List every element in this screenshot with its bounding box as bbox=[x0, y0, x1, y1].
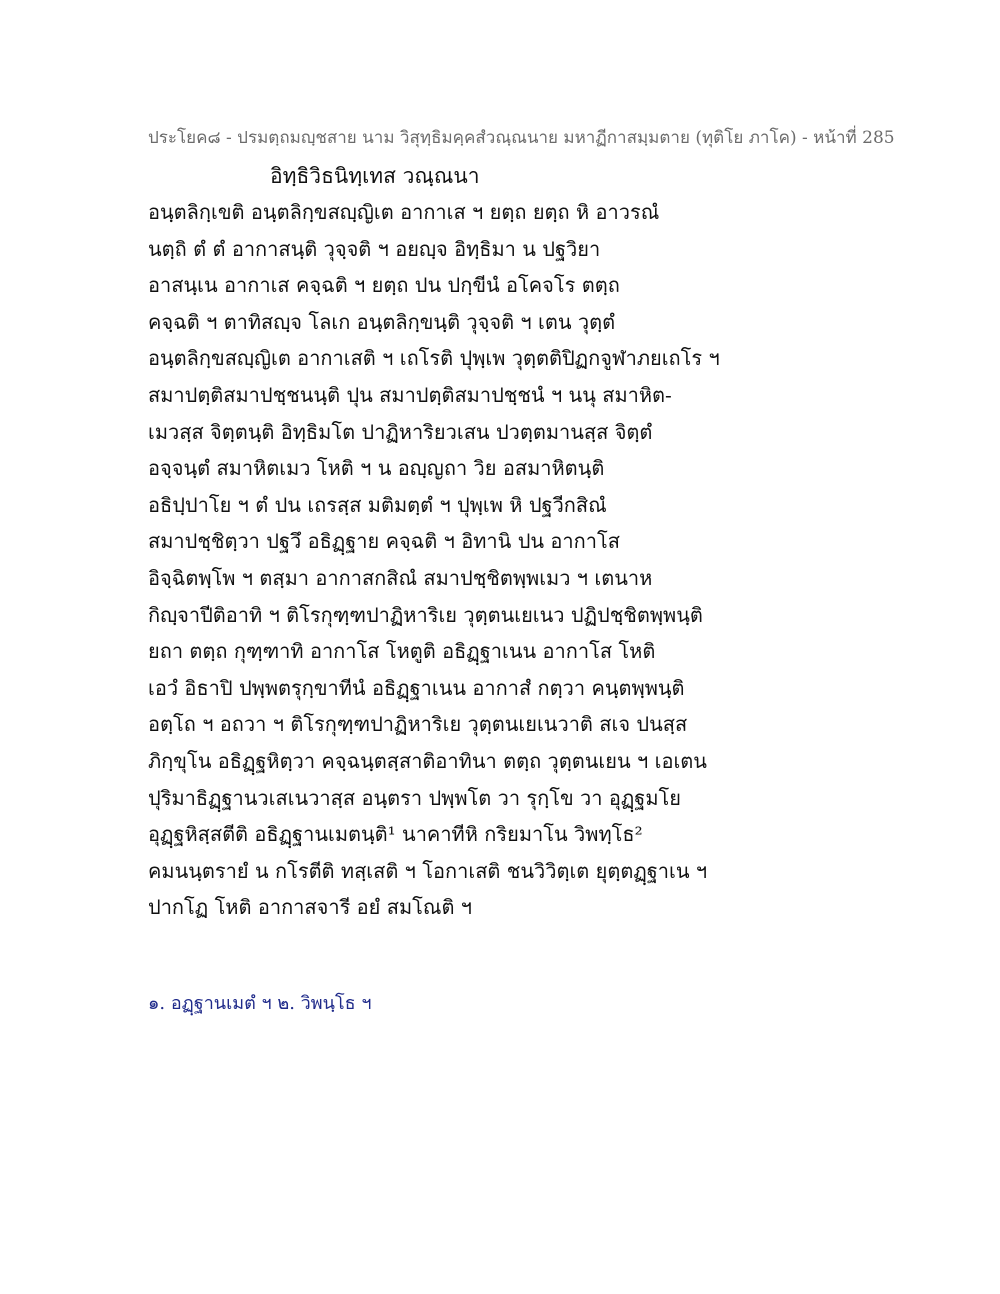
body-line: อธิปฺปาโย ฯ ตํ ปน เถรสฺส มติมตฺตํ ฯ ปุพฺเพ หิ ปฐวีกสิณํ bbox=[148, 492, 607, 517]
section-heading: อิทฺธิวิธนิทฺเทส วณฺณนา bbox=[270, 164, 480, 188]
body-line: ภิกฺขุโน อธิฏฺฐหิตฺวา คจฺฉนฺตสฺสาติอาทินา ตตฺถ วุตฺตนเยน ฯ เอเตน bbox=[148, 748, 707, 773]
body-line: ยถา ตตฺถ กุฑฺฑาทิ อากาโส โหตูติ อธิฏฺฐาเนน อากาโส โหติ bbox=[148, 639, 656, 664]
body-text bbox=[148, 194, 868, 926]
body-line: เมวสฺส จิตฺตนฺติ อิทฺธิมโต ปาฏิหาริยวเสน ปวตฺตมานสฺส จิตฺตํ bbox=[148, 419, 653, 444]
body-line: คมนนฺตรายํ น กโรตีติ ทสฺเสติ ฯ โอกาเสติ ชนวิวิตฺเต ยุตฺตฏฺฐาเน ฯ bbox=[148, 858, 708, 883]
body-line: อตฺโถ ฯ อถวา ฯ ติโรกุฑฺฑปาฏิหาริเย วุตฺตนเยเนวาติ สเจ ปนสฺส bbox=[148, 712, 688, 737]
body-line: อาสนฺเน อากาเส คจฺฉติ ฯ ยตฺถ ปน ปกฺขีนํ อโคจโร ตตฺถ bbox=[148, 273, 620, 298]
body-line: อนฺตลิกฺขสญฺญิเต อากาเสติ ฯ เถโรติ ปุพฺเพ วุตฺตติปิฏกจูฬาภยเถโร ฯ bbox=[148, 346, 720, 371]
footnotes: ๑. อฏฺฐานเมตํ ฯ ๒. วิพนฺโธ ฯ bbox=[148, 993, 372, 1014]
body-line: อิจฺฉิตพฺโพ ฯ ตสฺมา อากาสกสิณํ สมาปชฺชิตพฺพเมว ฯ เตนาห bbox=[148, 565, 653, 590]
body-line: สมาปตฺติสมาปชฺชนนฺติ ปุน สมาปตฺติสมาปชฺชนํ ฯ นนุ สมาหิต- bbox=[148, 382, 672, 407]
body-line: เอวํ อิธาปิ ปพฺพตรุกฺขาทีนํ อธิฏฺฐาเนน อากาสํ กตฺวา คนฺตพฺพนฺติ bbox=[148, 675, 685, 700]
body-line: ปุริมาธิฏฺฐานวเสเนวาสฺส อนฺตรา ปพฺพโต วา รุกฺโข วา อุฏฺฐมโย bbox=[148, 785, 681, 810]
body-line: ปากโฏ โหติ อากาสจารี อยํ สมโณติ ฯ bbox=[148, 895, 473, 920]
body-line: อนฺตลิกฺเขติ อนฺตลิกฺขสญฺญิเต อากาเส ฯ ยตฺถ ยตฺถ หิ อาวรณํ bbox=[148, 200, 660, 224]
body-line: อจฺจนฺตํ สมาหิตเมว โหติ ฯ น อญฺญถา วิย อสมาหิตนฺติ bbox=[148, 456, 605, 481]
body-line: คจฺฉติ ฯ ตาทิสญฺจ โลเก อนฺตลิกฺขนฺติ วุจฺจติ ฯ เตน วุตฺตํ bbox=[148, 309, 616, 334]
body-line: นตฺถิ ตํ ตํ อากาสนฺติ วุจฺจติ ฯ อยญฺจ อิทฺธิมา น ปฐวิยา bbox=[148, 236, 601, 261]
running-header: ประโยค๘ - ปรมตฺถมญฺชสาย นาม วิสุทฺธิมคฺคสํวณฺณนาย มหาฏีกาสมฺมตาย (ทุติโย ภาโค) - หน้าที่ 285 bbox=[148, 128, 895, 148]
body-line: อุฏฺฐหิสฺสตีติ อธิฏฺฐานเมตนฺติ¹ นาคาทีหิ กริยมาโน วิพทฺโธ² bbox=[148, 822, 643, 847]
body-line: สมาปชฺชิตฺวา ปฐวึ อธิฏฺฐาย คจฺฉติ ฯ อิทานิ ปน อากาโส bbox=[148, 529, 620, 554]
body-line: กิญฺจาปีติอาทิ ฯ ติโรกุฑฺฑปาฏิหาริเย วุตฺตนเยเนว ปฏิปชฺชิตพฺพนฺติ bbox=[148, 602, 703, 627]
